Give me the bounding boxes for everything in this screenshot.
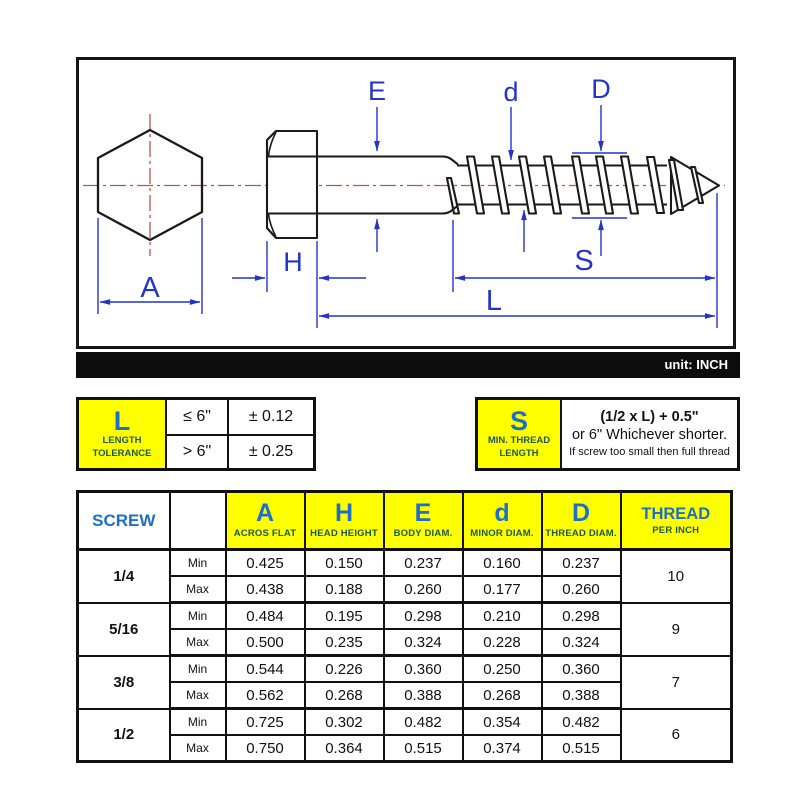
unit-label: unit: INCH <box>664 357 728 372</box>
size-label: 1/4 <box>78 550 170 603</box>
dim-label-A: A <box>140 272 160 304</box>
min-label: Min <box>170 550 226 577</box>
min-thread-length-table <box>475 397 740 471</box>
thread-note: or 6" Whichever shorter. <box>571 427 728 444</box>
tolerance-symbol-cell <box>79 400 165 468</box>
technical-drawing <box>79 60 733 346</box>
spec-header-thread: THREAD PER INCH <box>621 492 732 550</box>
head-outline <box>267 131 317 238</box>
spec-header-H: H HEAD HEIGHT <box>305 492 384 550</box>
tolerance-symbol: L <box>113 406 131 437</box>
min-label: Min <box>170 656 226 683</box>
max-label: Max <box>170 629 226 656</box>
tpi-value: 6 <box>621 709 732 762</box>
size-label: 5/16 <box>78 603 170 656</box>
size-label: 3/8 <box>78 656 170 709</box>
shank-bottom <box>317 206 458 214</box>
spec-row-5-16-min: 5/16 Min 0.484 0.195 0.298 0.210 0.298 9 <box>78 603 732 630</box>
thread-symbol: S <box>509 406 528 437</box>
thread-caption-line2: LENGTH <box>499 447 539 459</box>
thread-symbol-cell <box>478 400 560 468</box>
spec-header-blank <box>170 492 226 550</box>
dim-label-D: D <box>591 74 611 104</box>
thread-formula: (1/2 x L) + 0.5" <box>600 409 699 426</box>
length-tolerance-table <box>76 397 316 471</box>
spec-row-1-4-max: Max 0.438 0.188 0.260 0.177 0.260 <box>78 576 732 603</box>
min-label: Min <box>170 709 226 736</box>
shank-top <box>317 157 458 165</box>
tolerance-value-2: ± 0.25 <box>227 434 313 468</box>
spec-row-1-4-min: 1/4 Min 0.425 0.150 0.237 0.160 0.237 10 <box>78 550 732 577</box>
spec-header-A: A ACROS FLAT <box>226 492 305 550</box>
thread-rule-cell <box>560 400 737 468</box>
spec-header-screw: SCREW <box>78 492 170 550</box>
spec-header-d: d MINOR DIAM. <box>463 492 542 550</box>
dim-label-L: L <box>485 285 503 317</box>
dim-label-E: E <box>367 76 387 106</box>
spec-header-D: D THREAD DIAM. <box>542 492 621 550</box>
size-label: 1/2 <box>78 709 170 762</box>
unit-bar <box>76 352 740 378</box>
dimension-annotations <box>98 105 717 328</box>
thread-caption-line1: MIN. THREAD <box>487 435 551 447</box>
max-label: Max <box>170 682 226 709</box>
dim-label-H: H <box>283 247 303 277</box>
tolerance-condition-1: ≤ 6" <box>165 400 227 434</box>
min-label: Min <box>170 603 226 630</box>
tolerance-caption-line1: LENGTH <box>102 435 142 447</box>
dimension-labels <box>140 74 610 317</box>
screw-side-view <box>267 131 719 238</box>
spec-row-1-2-max: Max 0.750 0.364 0.515 0.374 0.515 <box>78 735 732 762</box>
spec-row-1-2-min: 1/2 Min 0.725 0.302 0.482 0.354 0.482 6 <box>78 709 732 736</box>
spec-row-5-16-max: Max 0.500 0.235 0.324 0.228 0.324 <box>78 629 732 656</box>
max-label: Max <box>170 735 226 762</box>
max-label: Max <box>170 576 226 603</box>
dim-label-d: d <box>503 77 519 107</box>
tolerance-condition-2: > 6" <box>165 434 227 468</box>
dim-label-S: S <box>574 245 594 277</box>
tpi-value: 7 <box>621 656 732 709</box>
tolerance-caption-line2: TOLERANCE <box>92 447 152 459</box>
tpi-value: 10 <box>621 550 732 603</box>
spec-header-E: E BODY DIAM. <box>384 492 463 550</box>
tpi-value: 9 <box>621 603 732 656</box>
spec-table <box>76 490 733 763</box>
thread-subnote: If screw too small then full thread <box>569 446 730 459</box>
drawing-box <box>76 57 736 349</box>
tolerance-value-1: ± 0.12 <box>227 400 313 434</box>
spec-header-row <box>78 492 732 550</box>
spec-row-3-8-max: Max 0.562 0.268 0.388 0.268 0.388 <box>78 682 732 709</box>
spec-row-3-8-min: 3/8 Min 0.544 0.226 0.360 0.250 0.360 7 <box>78 656 732 683</box>
